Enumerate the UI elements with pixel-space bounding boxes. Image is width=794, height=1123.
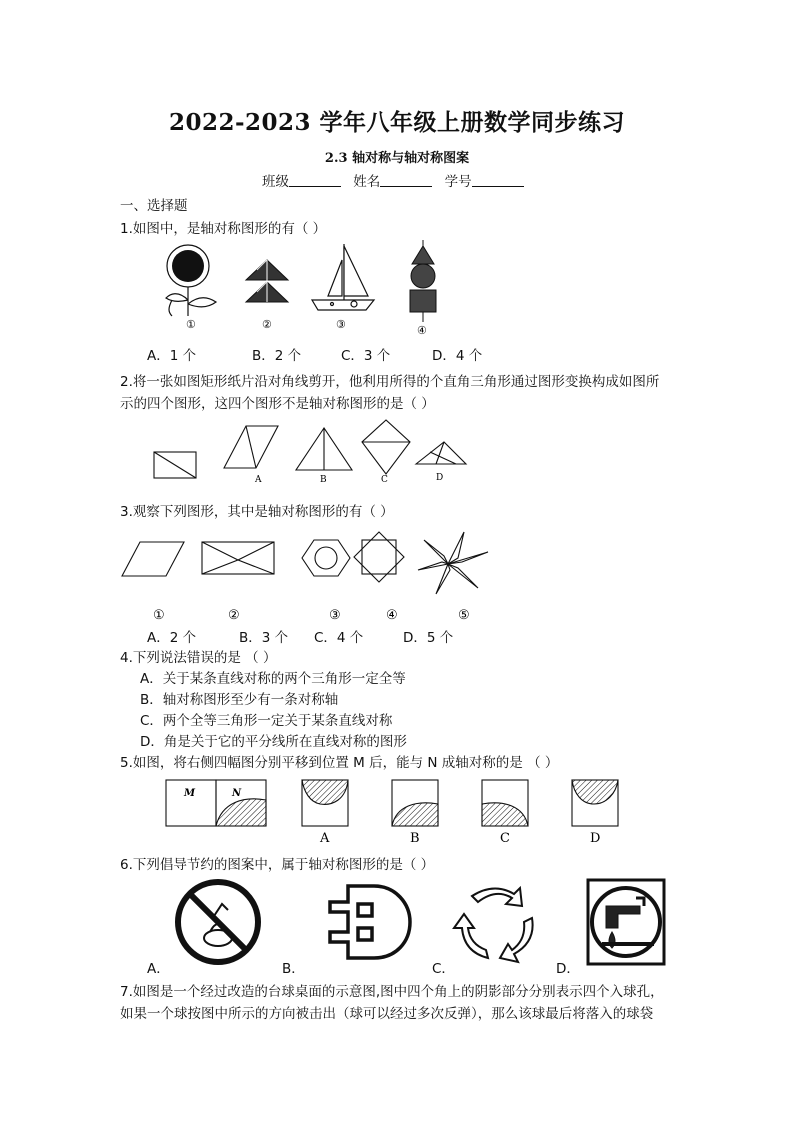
q4-option-c[interactable]: C．两个全等三角形一定关于某条直线对称 (140, 713, 393, 729)
student-info (262, 170, 532, 190)
id-blank[interactable] (472, 174, 524, 187)
faucet-sign (588, 880, 664, 964)
parallelogram-figure-a (224, 426, 278, 468)
triangle-tree-figure (246, 260, 288, 302)
q1-option-d[interactable]: D．4 个 (432, 348, 483, 364)
section-heading: 一、选择题 (120, 198, 188, 214)
q1-figures (150, 238, 460, 338)
q2-text-line-1: 2.将一张如图矩形纸片沿对角线剪开，他利用所得的个直角三角形通过图形变换构成如图所 (120, 374, 660, 390)
option-a-box (302, 780, 348, 826)
rectangle-with-diagonal (154, 452, 196, 478)
q1-text: 1.如图中，是轴对称图形的有（ ） (120, 221, 327, 237)
recycle-arrows-sign (454, 888, 533, 962)
q3-option-a[interactable]: A．2 个 (147, 630, 197, 646)
class-label: 班级 (262, 174, 289, 190)
q2-label-a: A (255, 475, 262, 485)
mn-reference-box (166, 780, 266, 826)
parallelogram-shape (122, 542, 184, 576)
q4-option-d[interactable]: D．角是关于它的平分线所在直线对称的图形 (140, 734, 407, 750)
q5-figures (160, 776, 630, 846)
stacked-shapes-figure (410, 240, 436, 322)
q6-option-b[interactable]: B． (282, 961, 305, 977)
q5-label-b: B (410, 831, 420, 846)
q1-label-2: ② (262, 318, 272, 331)
overlapping-squares-shape (354, 532, 404, 582)
hexagon-ring-shape (302, 540, 350, 576)
q7-text-line-2: 如果一个球按图中所示的方向被击出（球可以经过多次反弹），那么该球最后将落入的球袋 (120, 1006, 654, 1022)
q1-option-b[interactable]: B．2 个 (252, 348, 302, 364)
q3-label-3: ③ (329, 608, 341, 623)
option-c-box (482, 780, 528, 826)
q1-option-c[interactable]: C．3 个 (341, 348, 391, 364)
q3-label-5: ⑤ (458, 608, 470, 623)
plug-sign (330, 886, 410, 958)
q3-option-b[interactable]: B．3 个 (239, 630, 289, 646)
option-b-box (392, 780, 438, 826)
q3-option-d[interactable]: D．5 个 (403, 630, 454, 646)
q3-label-1: ① (153, 608, 165, 623)
q2-label-b: B (320, 475, 327, 485)
q3-text: 3.观察下列图形，其中是轴对称图形的有（ ） (120, 504, 394, 520)
q5-label-d: D (590, 831, 601, 846)
pinwheel-shape (418, 532, 488, 594)
class-blank[interactable] (289, 174, 341, 187)
q1-label-1: ① (186, 318, 196, 331)
q2-text-line-2: 示的四个图形，这四个图形不是轴对称图形的是（ ） (120, 396, 435, 412)
q4-option-b[interactable]: B．轴对称图形至少有一条对称轴 (140, 692, 339, 708)
q6-option-a[interactable]: A． (147, 961, 170, 977)
n-label: N (232, 788, 242, 799)
sunflower-figure (166, 245, 216, 316)
q3-figures (118, 526, 498, 626)
q5-text: 5.如图，将右侧四幅图分别平移到位置 M 后，能与 N 成轴对称的是 （ ） (120, 755, 559, 771)
no-ink-bottle-sign (178, 882, 258, 962)
envelope-shape (202, 542, 274, 574)
q1-label-3: ③ (336, 318, 346, 331)
triangle-figure-b (296, 428, 352, 470)
q3-label-4: ④ (386, 608, 398, 623)
page-title: 2022-2023 学年八年级上册数学同步练习 (168, 109, 626, 136)
q2-figures (150, 416, 480, 484)
q4-text: 4.下列说法错误的是 （ ） (120, 650, 277, 666)
q6-option-d[interactable]: D． (556, 961, 580, 977)
q3-option-c[interactable]: C．4 个 (314, 630, 364, 646)
q5-label-c: C (500, 831, 510, 846)
q6-figures (170, 876, 670, 968)
q6-option-c[interactable]: C． (432, 961, 455, 977)
q2-label-c: C (381, 475, 388, 485)
q4-option-a[interactable]: A．关于某条直线对称的两个三角形一定全等 (140, 671, 406, 687)
option-d-box (572, 780, 618, 826)
name-label: 姓名 (353, 174, 381, 190)
sailboat-figure (312, 244, 374, 310)
kite-figure-c (362, 420, 410, 474)
q7-text-line-1: 7.如图是一个经过改造的台球桌面的示意图,图中四个角上的阴影部分分别表示四个入球孔， (120, 984, 664, 1000)
id-label: 学号 (444, 174, 472, 190)
name-blank[interactable] (380, 174, 432, 187)
q1-label-4: ④ (417, 324, 427, 337)
q5-label-a: A (320, 831, 330, 846)
q1-option-a[interactable]: A．1 个 (147, 348, 197, 364)
q3-label-2: ② (228, 608, 240, 623)
q6-text: 6.下列倡导节约的图案中，属于轴对称图形的是（ ） (120, 857, 435, 873)
m-label: M (184, 788, 196, 799)
q2-label-d: D (436, 473, 444, 483)
page-subtitle: 2.3 轴对称与轴对称图案 (324, 151, 470, 166)
triangle-figure-d (416, 442, 466, 464)
